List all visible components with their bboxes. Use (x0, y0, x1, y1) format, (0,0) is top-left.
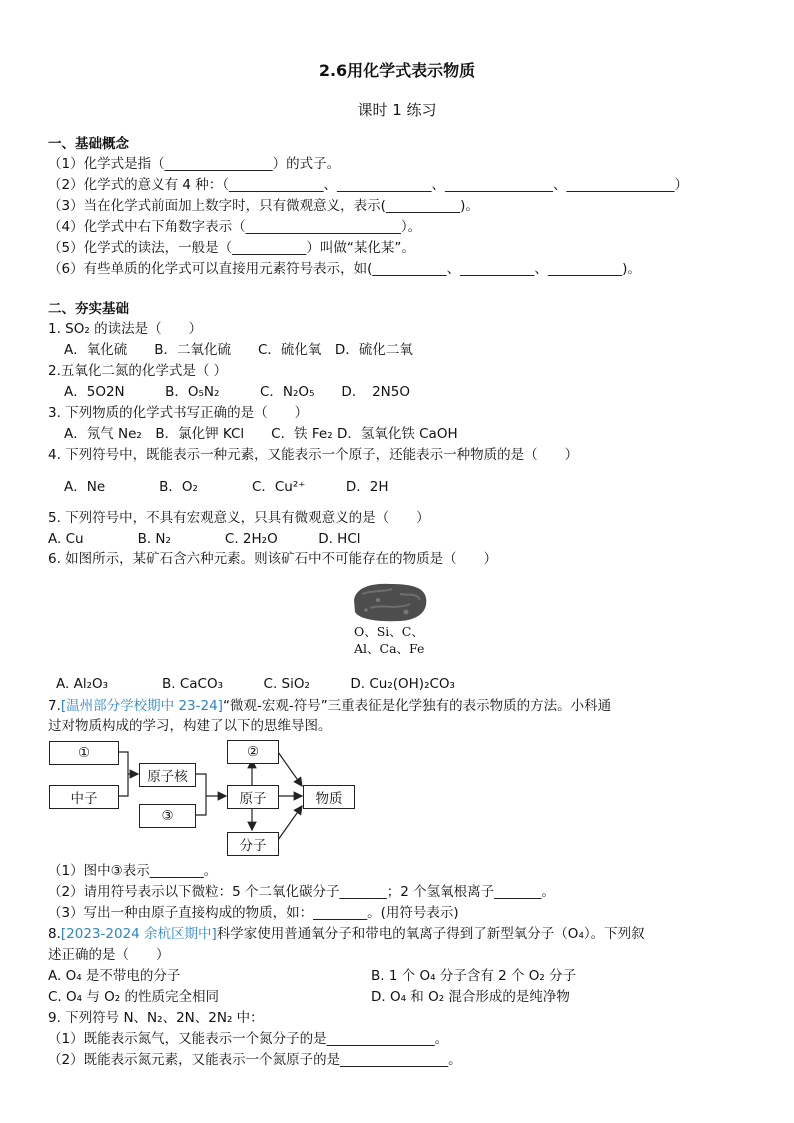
q2-stem: 2.五氧化二氮的化学式是（ ） (48, 363, 228, 379)
map-box-substance: 物质 (303, 785, 355, 809)
q1-stem: 1. SO₂ 的读法是（ ） (48, 321, 203, 337)
q8-source-tag: [2023-2024 余杭区期中] (60, 926, 217, 942)
section1-item-3: （3）当在化学式前面加上数字时，只有微观意义，表示(___________)。 (48, 198, 479, 214)
q5-stem: 5. 下列符号中，不具有宏观意义，只具有微观意义的是（ ） (48, 510, 430, 526)
q6-options: A. Al₂O₃ B. CaCO₃ C. SiO₂ D. Cu₂(OH)₂CO₃ (56, 676, 455, 692)
q7-stem-line-2: 过对物质构成的学习，构建了以下的思维导图。 (48, 718, 332, 734)
q8-stem-text: 科学家使用普通氧分子和带电的氧离子得到了新型氧分子（O₄）。下列叙 (216, 926, 645, 942)
page-title: 2.6用化学式表示物质 (318, 61, 476, 80)
map-box-1: ① (49, 741, 119, 765)
section1-item-2: （2）化学式的意义有 4 种：（______________、______________、________________、________________） (48, 177, 689, 193)
q4-stem: 4. 下列符号中，既能表示一种元素，又能表示一个原子，还能表示一种物质的是（ ） (48, 447, 579, 463)
map-box-atom: 原子 (227, 785, 279, 809)
rock-label-line-2: Al、Ca、Fe (354, 641, 425, 656)
q1-options: A．氧化硫 B．二氧化硫 C．硫化氧 D．硫化二氧 (64, 342, 413, 358)
rock-label-line-1: O、Si、C、 (354, 624, 424, 639)
q8-option-d: D. O₄ 和 O₂ 混合形成的是纯净物 (371, 989, 570, 1005)
section1-item-6: （6）有些单质的化学式可以直接用元素符号表示，如(___________、___________、___________)。 (48, 261, 641, 277)
q8-option-c: C. O₄ 与 O₂ 的性质完全相同 (48, 989, 219, 1005)
q9-sub-1: （1）既能表示氮气，又能表示一个氮分子的是________________。 (48, 1031, 449, 1047)
q5-options: A. Cu B. N₂ C. 2H₂O D. HCl (48, 531, 361, 547)
map-box-nucleus: 原子核 (139, 763, 196, 787)
q7-stem-text: “微观-宏观-符号”三重表征是化学独有的表示物质的方法。小科通 (222, 698, 612, 714)
map-box-molecule: 分子 (227, 832, 279, 856)
q9-sub-2: （2）既能表示氮元素，又能表示一个氮原子的是________________。 (48, 1052, 462, 1068)
q3-stem: 3. 下列物质的化学式书写正确的是（ ） (48, 405, 309, 421)
q4-options: A．Ne B．O₂ C．Cu²⁺ D．2H (64, 479, 389, 495)
q8-stem-line-2: 述正确的是（ ） (48, 947, 170, 963)
q3-options: A．氖气 Ne₂ B．氯化钾 KCl C．铁 Fe₂ D．氢氧化铁 CaOH (64, 426, 458, 442)
section1-item-4: （4）化学式中右下角数字表示（_______________________）。 (48, 219, 422, 235)
q9-stem: 9. 下列符号 N、N₂、2N、2N₂ 中： (48, 1010, 264, 1026)
q8-number: 8. (48, 926, 61, 942)
q8-option-a: A. O₄ 是不带电的分子 (48, 968, 181, 984)
map-box-2: ② (227, 740, 279, 764)
section1-item-1: （1）化学式是指（________________）的式子。 (48, 156, 341, 172)
q6-stem: 6. 如图所示，某矿石含六种元素。则该矿石中不可能存在的物质是（ ） (48, 551, 498, 567)
q7-sub-2: （2）请用符号表示以下微粒：5 个二氧化碳分子_______；2 个氢氧根离子_______。 (48, 884, 555, 900)
section1-heading: 一、基础概念 (48, 136, 129, 152)
page-subtitle: 课时 1 练习 (357, 101, 437, 119)
map-box-neutron: 中子 (49, 785, 119, 809)
section1-item-5: （5）化学式的读法，一般是（___________）叫做“某化某”。 (48, 240, 415, 256)
section2-heading: 二、夯实基础 (48, 301, 129, 317)
q7-number: 7. (48, 698, 61, 714)
q8-stem (48, 925, 645, 943)
q7-source-tag: [温州部分学校期中 23-24] (60, 698, 223, 714)
q2-options: A．5O2N B．O₅N₂ C．N₂O₅ D． 2N5O (64, 384, 410, 400)
q7-sub-1: （1）图中③表示________。 (48, 863, 218, 879)
q8-option-b: B. 1 个 O₄ 分子含有 2 个 O₂ 分子 (371, 968, 577, 984)
map-box-3: ③ (139, 804, 196, 828)
q7-sub-3: （3）写出一种由原子直接构成的物质，如：________。(用符号表示) (48, 905, 459, 921)
